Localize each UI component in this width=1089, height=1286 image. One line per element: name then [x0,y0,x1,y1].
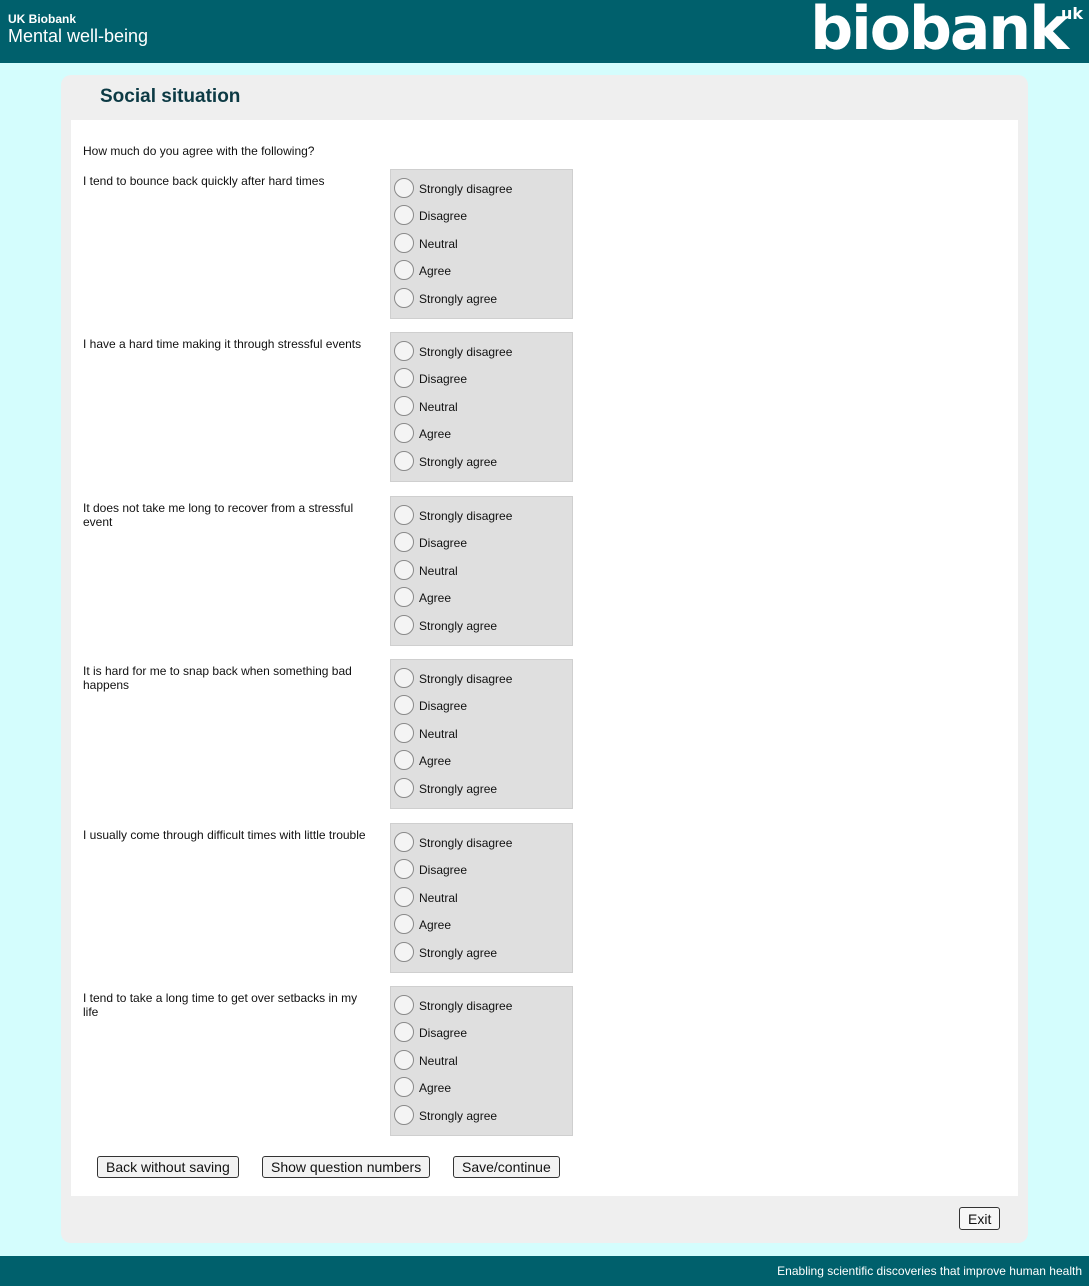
question-3 [71,496,1018,648]
option-label: Strongly disagree [419,182,513,196]
radio-button[interactable] [394,423,414,443]
main-panel [61,75,1028,1243]
answer-options [390,823,573,973]
radio-button[interactable] [394,368,414,388]
option-neutral[interactable] [394,233,570,255]
option-disagree[interactable] [394,368,570,390]
option-strongly-agree[interactable] [394,615,570,637]
option-label: Disagree [419,699,468,713]
back-without-saving-button[interactable]: Back without saving [97,1156,239,1178]
radio-button[interactable] [394,887,414,907]
page-title: Social situation [100,86,241,107]
option-label: Strongly disagree [419,345,513,359]
option-agree[interactable] [394,587,570,609]
option-neutral[interactable] [394,396,570,418]
radio-button[interactable] [394,341,414,361]
radio-button[interactable] [394,1050,414,1070]
questionnaire-title: Mental well-being [8,26,149,46]
answer-options [390,496,573,646]
question-text: It is hard for me to snap back when something bad happens [83,664,352,692]
question-text: I tend to take a long time to get over setbacks in my life [83,991,358,1019]
option-label: Strongly agree [419,292,498,306]
option-agree[interactable] [394,1077,570,1099]
option-disagree[interactable] [394,532,570,554]
question-text: It does not take me long to recover from a stressful event [83,501,354,529]
option-label: Strongly agree [419,946,498,960]
option-label: Agree [419,264,452,278]
radio-button[interactable] [394,1105,414,1125]
question-2 [71,332,1018,484]
question-text: I have a hard time making it through stressful events [83,337,362,351]
option-agree[interactable] [394,914,570,936]
option-label: Strongly agree [419,455,498,469]
radio-button[interactable] [394,260,414,280]
answer-options [390,169,573,319]
radio-button[interactable] [394,451,414,471]
option-label: Strongly disagree [419,509,513,523]
answer-options [390,332,573,482]
question-text: I usually come through difficult times with little trouble [83,828,366,842]
option-label: Disagree [419,863,468,877]
radio-button[interactable] [394,505,414,525]
option-strongly-disagree[interactable] [394,341,570,363]
option-label: Agree [419,918,452,932]
option-strongly-disagree[interactable] [394,668,570,690]
option-neutral[interactable] [394,560,570,582]
radio-button[interactable] [394,178,414,198]
option-label: Neutral [419,891,458,905]
radio-button[interactable] [394,1077,414,1097]
option-strongly-agree[interactable] [394,1105,570,1127]
question-form [71,120,1018,1196]
radio-button[interactable] [394,778,414,798]
option-strongly-disagree[interactable] [394,832,570,854]
option-neutral[interactable] [394,887,570,909]
option-label: Disagree [419,372,468,386]
option-agree[interactable] [394,423,570,445]
option-label: Neutral [419,237,458,251]
question-text: I tend to bounce back quickly after hard times [83,174,325,188]
biobank-logo: biobank [810,0,1067,64]
option-label: Disagree [419,536,468,550]
option-label: Neutral [419,400,458,414]
option-label: Agree [419,591,452,605]
answer-options [390,659,573,809]
radio-button[interactable] [394,914,414,934]
option-strongly-agree[interactable] [394,942,570,964]
radio-button[interactable] [394,995,414,1015]
option-label: Agree [419,1081,452,1095]
option-label: Strongly agree [419,782,498,796]
show-question-numbers-button[interactable]: Show question numbers [262,1156,430,1178]
radio-button[interactable] [394,750,414,770]
option-label: Strongly disagree [419,999,513,1013]
option-strongly-agree[interactable] [394,288,570,310]
radio-button[interactable] [394,205,414,225]
radio-button[interactable] [394,532,414,552]
radio-button[interactable] [394,695,414,715]
option-label: Strongly agree [419,1109,498,1123]
option-agree[interactable] [394,260,570,282]
option-strongly-disagree[interactable] [394,178,570,200]
option-strongly-disagree[interactable] [394,505,570,527]
option-strongly-agree[interactable] [394,451,570,473]
radio-button[interactable] [394,859,414,879]
option-label: Disagree [419,1026,468,1040]
intro-text: How much do you agree with the following? [83,144,315,158]
option-strongly-agree[interactable] [394,778,570,800]
question-5 [71,823,1018,975]
option-neutral[interactable] [394,723,570,745]
radio-button[interactable] [394,1022,414,1042]
radio-button[interactable] [394,288,414,308]
option-disagree[interactable] [394,695,570,717]
app-header [0,0,1089,63]
save-continue-button[interactable]: Save/continue [453,1156,560,1178]
option-label: Strongly agree [419,619,498,633]
option-disagree[interactable] [394,859,570,881]
exit-button[interactable]: Exit [959,1207,1000,1230]
radio-button[interactable] [394,587,414,607]
option-label: Strongly disagree [419,672,513,686]
org-name: UK Biobank [8,12,77,26]
radio-button[interactable] [394,615,414,635]
radio-button[interactable] [394,942,414,962]
radio-button[interactable] [394,233,414,253]
option-neutral[interactable] [394,1050,570,1072]
radio-button[interactable] [394,668,414,688]
option-label: Agree [419,754,452,768]
question-4 [71,659,1018,811]
option-label: Neutral [419,564,458,578]
biobank-logo-uk: uk [1060,4,1083,23]
radio-button[interactable] [394,396,414,416]
option-strongly-disagree[interactable] [394,995,570,1017]
radio-button[interactable] [394,723,414,743]
answer-options [390,986,573,1136]
option-label: Agree [419,427,452,441]
footer-tagline: Enabling scientific discoveries that improve human health [777,1264,1082,1278]
option-disagree[interactable] [394,205,570,227]
radio-button[interactable] [394,832,414,852]
question-6 [71,986,1018,1138]
option-disagree[interactable] [394,1022,570,1044]
app-footer [0,1256,1089,1286]
option-label: Neutral [419,1054,458,1068]
radio-button[interactable] [394,560,414,580]
option-agree[interactable] [394,750,570,772]
option-label: Disagree [419,209,468,223]
option-label: Strongly disagree [419,836,513,850]
option-label: Neutral [419,727,458,741]
question-1 [71,169,1018,321]
